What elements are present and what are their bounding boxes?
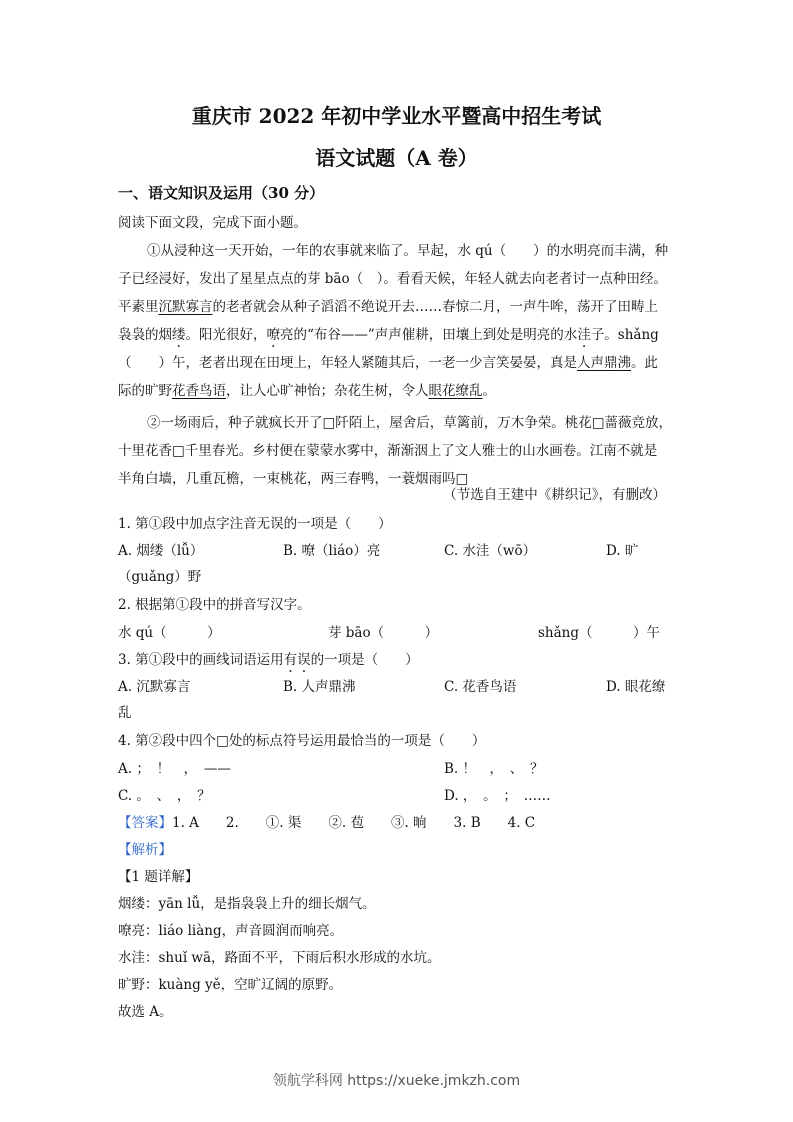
passage-p1-line5 [118, 351, 658, 371]
analysis-subheading: 【1 题详解】 [118, 869, 199, 885]
q3-option-b: B. 人声鼎沸 [283, 679, 356, 695]
q3-option-c: C. 花香鸟语 [444, 679, 517, 695]
underlined-term-yanhua: 眼花缭乱 [428, 383, 483, 399]
q4-option-a: A. ； ！ ， —— [118, 761, 231, 777]
exam-title: 重庆市 2022 年初中学业水平暨高中招生考试 [191, 104, 602, 128]
analysis-line: 烟缕：yān lǚ，是指袅袅上升的细长烟气。 [118, 896, 376, 912]
exam-subtitle: 语文试题（A 卷） [315, 146, 478, 170]
q2-blank-shang: shǎng（ ）午 [538, 625, 661, 641]
q1-option-a: A. 烟缕（lǚ） [118, 543, 204, 559]
text-run: 际的旷野 [118, 383, 172, 399]
q4-stem: 4. 第②段中四个□处的标点符号运用最恰当的一项是（ ） [118, 733, 486, 749]
text-run: 。阳光很好， [185, 327, 267, 343]
text-run: 3. 第①段中的画线词语运用 [118, 652, 284, 668]
analysis-line: 嘹亮：liáo liàng，声音圆润而响亮。 [118, 923, 344, 939]
q3-option-d: D. 眼花缭 [606, 679, 666, 695]
q3-option-d-cont: 乱 [118, 705, 132, 721]
section-heading: 一、语文知识及运用（30 分） [118, 184, 325, 202]
analysis-line: 故选 A。 [118, 1004, 173, 1020]
dotted-char-lv: 缕 [172, 327, 186, 343]
passage-p1-line1: ①从浸种这一天开始，一年的农事就来临了。早起，水 qú（ ）的水明亮而丰满，种 [147, 243, 669, 259]
answer-line [118, 811, 535, 831]
q2-stem: 2. 根据第①段中的拼音写汉字。 [118, 597, 311, 613]
q4-option-c: C. 。 、 ， ？ [118, 788, 211, 804]
q4-option-d: D. ， 。 ； …… [444, 788, 551, 804]
passage-p2-line1: ②一场雨后，种子就疯长开了□阡陌上，屋舍后，草篱前，万木争荣。桃花□蔷薇竞放， [147, 415, 673, 431]
underlined-term-dingfei: 人声鼎沸 [577, 355, 631, 371]
underlined-term-chenmo: 沉默寡言 [158, 299, 213, 315]
dotted-char-you: 有 [283, 652, 298, 668]
analysis-line: 水洼：shuǐ wā，路面不平，下雨后积水形成的水坑。 [118, 950, 441, 966]
text-run: ，让人心旷神怡；杂花生树，令人 [226, 383, 429, 399]
passage-source: （节选自王建中《耕织记》，有删改） [443, 487, 666, 503]
passage-p2-line2: 十里花香□千里春光。乡村便在蒙蒙水雾中，渐渐洇上了文人雅士的山水画卷。江南不就是 [118, 443, 658, 459]
text-run: 袅袅的烟 [118, 327, 172, 343]
q2-blank-qu: 水 qú（ ） [118, 625, 221, 641]
dotted-char-wa: 洼 [577, 327, 591, 343]
text-run: 的老者就会从种子滔滔不绝说开去……春惊二月，一声牛哞，荡开了田畴上 [212, 299, 658, 315]
passage-p1-line6 [118, 379, 496, 399]
text-run: 。 [482, 383, 496, 399]
q1-option-d-cont: （guǎng）野 [118, 569, 202, 585]
q4-option-b: B. ！ ， 、 ？ [444, 761, 544, 777]
text-run: 平素里 [118, 299, 159, 315]
dotted-char-wu: 误 [297, 652, 311, 668]
instruction: 阅读下面文段，完成下面小题。 [118, 215, 307, 231]
text-run: 子。shǎng [590, 327, 659, 343]
q1-option-c: C. 水洼（wō） [444, 543, 537, 559]
text-run: 的一项是（ ） [310, 652, 419, 668]
analysis-label: 【解析】 [118, 842, 172, 858]
q1-option-d: D. 旷 [606, 543, 639, 559]
passage-p1-line3 [118, 295, 658, 315]
q3-stem [118, 648, 419, 668]
underlined-term-huaxiang: 花香鸟语 [172, 383, 226, 399]
passage-p1-line2: 子已经浸好，发出了星星点点的芽 bāo（ ）。看看天候，年轻人就去向老者讨一点种田经。 [118, 271, 667, 287]
answer-label: 【答案】 [118, 815, 172, 831]
dotted-char-liao: 嘹 [266, 327, 280, 343]
q1-option-b: B. 嘹（liáo）亮 [283, 543, 381, 559]
footer-watermark: 领航学科网 https://xueke.jmkzh.com [272, 1073, 521, 1089]
q2-blank-bao: 芽 bāo（ ） [328, 625, 439, 641]
answer-text: 1. A 2. ①. 渠 ②. 苞 ③. 晌 3. B 4. C [172, 815, 536, 831]
passage-p1-line4 [118, 323, 659, 343]
text-run: （ ）午，老者出现在田埂上，年轻人紧随其后，一老一少言笑晏晏，真是 [118, 355, 577, 371]
passage-p2-line3: 半角白墙，几重瓦檐，一束桃花，两三春鸭，一蓑烟雨吗□ [118, 471, 469, 487]
text-run: 。此 [631, 355, 658, 371]
text-run: 亮的“布谷——”声声催耕，田壤上到处是明亮的水 [280, 327, 578, 343]
q1-stem: 1. 第①段中加点字注音无误的一项是（ ） [118, 516, 392, 532]
q3-option-a: A. 沉默寡言 [118, 679, 191, 695]
analysis-line: 旷野：kuàng yě，空旷辽阔的原野。 [118, 977, 343, 993]
